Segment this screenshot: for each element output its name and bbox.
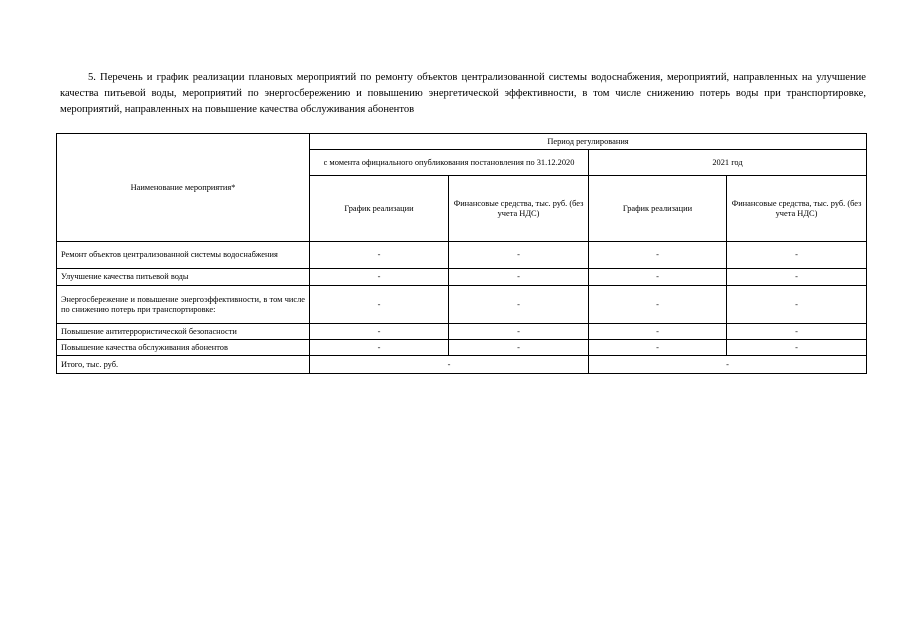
header-regulation-period: Период регулирования xyxy=(310,134,867,150)
row-measure-name: Ремонт объектов централизованной системы водоснабжения xyxy=(57,242,310,269)
row-value: - xyxy=(589,324,727,340)
total-row xyxy=(57,356,867,374)
row-value: - xyxy=(449,340,589,356)
intro-paragraph: 5. Перечень и график реализации плановых мероприятий по ремонту объектов централизованной системы водоснабжения, мероприятий, направленных на улучшение качества питьевой воды, мероприятий по энергосбережению и повышению энергетической эффективности, в том числе снижению потерь воды при транспортировке, мероприятий, направленных на повышение качества обслуживания абонентов xyxy=(60,72,866,116)
row-value: - xyxy=(727,340,867,356)
row-value: - xyxy=(310,324,449,340)
table-row xyxy=(57,340,867,356)
table-row xyxy=(57,269,867,286)
table-row xyxy=(57,242,867,269)
row-value: - xyxy=(449,324,589,340)
row-value: - xyxy=(589,269,727,286)
total-label: Итого, тыс. руб. xyxy=(57,356,310,374)
header-period-1: с момента официального опубликования постановления по 31.12.2020 xyxy=(310,150,589,176)
row-value: - xyxy=(310,269,449,286)
total-value-period-1: - xyxy=(310,356,589,374)
row-value: - xyxy=(449,286,589,324)
row-measure-name: Энергосбережение и повышение энергоэффективности, в том числе по снижению потерь при транспортировке: xyxy=(57,286,310,324)
header-period-2: 2021 год xyxy=(589,150,867,176)
measures-table xyxy=(56,133,867,374)
row-value: - xyxy=(727,269,867,286)
total-value-period-2: - xyxy=(589,356,867,374)
row-value: - xyxy=(727,242,867,269)
header-finance-2: Финансовые средства, тыс. руб. (без учета НДС) xyxy=(727,176,867,242)
row-value: - xyxy=(727,286,867,324)
row-measure-name: Повышение антитеррористической безопасности xyxy=(57,324,310,340)
row-value: - xyxy=(310,340,449,356)
row-measure-name: Улучшение качества питьевой воды xyxy=(57,269,310,286)
table-row xyxy=(57,286,867,324)
row-measure-name: Повышение качества обслуживания абонентов xyxy=(57,340,310,356)
header-measure-name: Наименование мероприятия* xyxy=(57,134,310,242)
row-value: - xyxy=(449,269,589,286)
header-finance-1: Финансовые средства, тыс. руб. (без учета НДС) xyxy=(449,176,589,242)
row-value: - xyxy=(727,324,867,340)
header-schedule-2: График реализации xyxy=(589,176,727,242)
header-schedule-1: График реализации xyxy=(310,176,449,242)
row-value: - xyxy=(589,340,727,356)
row-value: - xyxy=(589,286,727,324)
table-row xyxy=(57,324,867,340)
row-value: - xyxy=(310,242,449,269)
row-value: - xyxy=(310,286,449,324)
row-value: - xyxy=(589,242,727,269)
row-value: - xyxy=(449,242,589,269)
